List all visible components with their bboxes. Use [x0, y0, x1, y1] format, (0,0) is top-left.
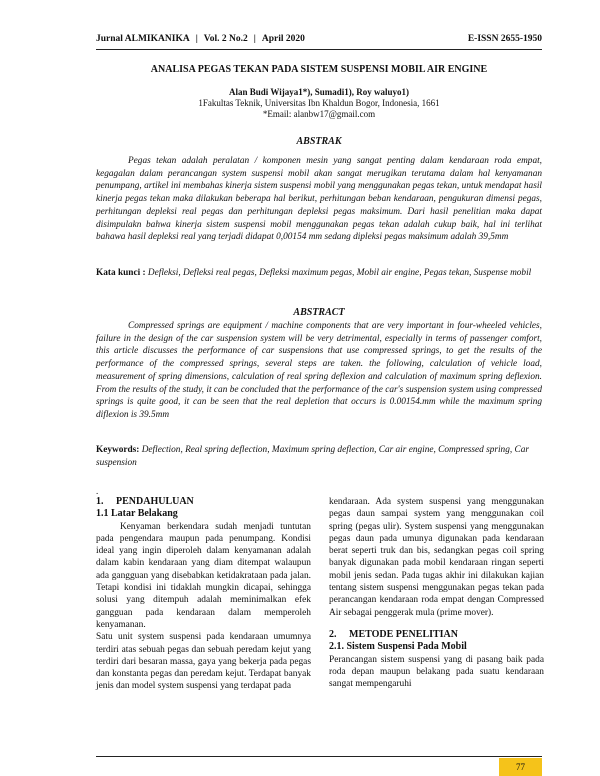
footer-rule: [96, 756, 542, 757]
left-column: [96, 496, 311, 693]
journal-volume: Vol. 2 No.2: [203, 34, 248, 44]
right-column: [329, 496, 544, 690]
section-1-number: 1.: [96, 496, 104, 507]
affiliation: 1Fakultas Teknik, Universitas Ibn Khaldun Bogor, Indonesia, 1661: [198, 98, 440, 108]
abstract-heading: ABSTRACT: [293, 307, 345, 318]
paragraph: Perancangan sistem suspensi yang di pasang baik pada roda depan maupun belakang pada suatu kendaraan sangat mempengaruhi: [329, 654, 544, 690]
paragraph: Satu unit system suspensi pada kendaraan umumnya terdiri atas sebuah pegas dan sebuah peredam kejut yang terdiri dari besaran massa, gaya yang bekerja pada pegas dan konstanta pegas dan peredam kejut. Terdapat banyak jenis dan model system suspensi yang terdapat pada: [96, 632, 311, 692]
affiliation-block: [96, 98, 542, 120]
page-number: 77: [499, 758, 542, 776]
keywords-text: Deflection, Real spring deflection, Maximum spring deflection, Car air engine, Compressed spring, Car suspension: [96, 445, 529, 468]
abstrak-text: Pegas tekan adalah peralatan / komponen mesin yang sangat penting dalam kendaraan roda empat, kegagalan dalam perancangan system suspensi mobil akan sangat merugikan terutama dalam hal kenyamanan penumpang, artikel ini membahas kinerja sistem suspensi mobil yang menggunakan pegas tekan, untuk mendapat hasil kinerja pegas tekan maka dilakukan beberapa hal berikut, perhitungan beban kendaraan, pengukuran dimensi pegas, perhitungan depleksi real pegas dan perhitungan depleksi pegas maksimum. Dari hasil penelitian maka dapat disimpulakn bahwa kinerja sistem suspensi mobil menggunakan pegas tekan adalah cukup baik, hal ini terlihat bahawa hasil depleksi real yang terjadi didapat 0,00154 mm sedang dipleksi pegas maksimum adalah 39,5mm: [96, 156, 542, 243]
header-separator: |: [195, 34, 198, 44]
keywords-label: Keywords:: [96, 445, 140, 455]
paragraph: Kenyaman berkendara sudah menjadi tuntutan pada pengendara maupun pada penumpang. Kondisi ideal yang ingin diperoleh dalam kenyamanan adalah dalam kabin kendaraan yang diam ditempat walaupun ada gangguan yang disebabkan ketidakrataan pada jalan. Tetapi kondisi ini tidaklah mungkin dicapai, sehingga solusi yang ditempuh adalah meminimalkan efek gangguan pada kendaraan dalam memperoleh kenyamanan.: [96, 521, 311, 630]
paper-authors: Alan Budi Wijaya1*), Sumadi1), Roy waluyo1): [229, 87, 409, 97]
author-email: *Email: alanbw17@gmail.com: [262, 109, 376, 119]
paragraph: kendaraan. Ada system suspensi yang menggunakan pegas daun sampai system yang menggunakan coil spring (pegas ulir). System suspensi yang menggunakan pegas daun pada umunya digunakan pada kendaraan berat seperti truk dan bis, sedangkan pegas coil spring banyak digunakan pada mobil kendaraan ringan seperti mobil jenis sedan. Pada tugas akhir ini dilakukan kajian tentang sistem suspensi menggunakan pegas tekan pada perancangan kendaraan roda empat dengan Compressed Air sebagai penggerak mula (prime mover).: [329, 497, 544, 618]
header-separator: |: [253, 34, 256, 44]
abstrak-heading: ABSTRAK: [296, 136, 342, 147]
kata-kunci-text: Defleksi, Defleksi real pegas, Defleksi maximum pegas, Mobil air engine, Pegas tekan, Suspense mobil: [147, 268, 532, 278]
paper-title: ANALISA PEGAS TEKAN PADA SISTEM SUSPENSI MOBIL AIR ENGINE: [150, 64, 488, 75]
kata-kunci: [96, 267, 542, 280]
subsection-2-1-title: 2.1. Sistem Suspensi Pada Mobil: [329, 641, 467, 653]
section-1-heading: [96, 496, 311, 508]
subsection-1-1-title: 1.1 Latar Belakang: [96, 508, 178, 520]
journal-date: April 2020: [261, 34, 305, 44]
section-2-number: 2.: [329, 628, 337, 640]
header-rule: [96, 49, 542, 50]
kata-kunci-label: Kata kunci :: [96, 268, 146, 278]
abstract-text: Compressed springs are equipment / machine components that are very important in four-wheeled vehicles, failure in the design of the car suspension system will be very detrimental, especially in terms of passenger comfort, this article discusses the performance of car suspensions that use compressed springs, to get the results of the performance of the compressed springs, several steps are taken. the following, calculation of vehicle load, measurement of spring dimensions, calculation of real spring deflexion and calculation of maximum spring deflexion. From the results of the study, it can be concluded that the performance of the car's suspension system using compressed springs is quite good, it can be seen that the real depletion that occurs is 0.00154.mm while the maximum spring diflexion is 39.5mm: [96, 321, 542, 420]
keywords: [96, 444, 542, 469]
journal-header: [96, 34, 542, 44]
stray-dot: .: [96, 486, 99, 496]
section-2-title: METODE PENELITIAN: [349, 628, 459, 640]
journal-issn: E-ISSN 2655-1950: [467, 34, 542, 44]
section-2-heading: [329, 629, 544, 641]
journal-name: Jurnal ALMIKANIKA: [96, 34, 190, 44]
section-1-title: PENDAHULUAN: [116, 496, 194, 507]
